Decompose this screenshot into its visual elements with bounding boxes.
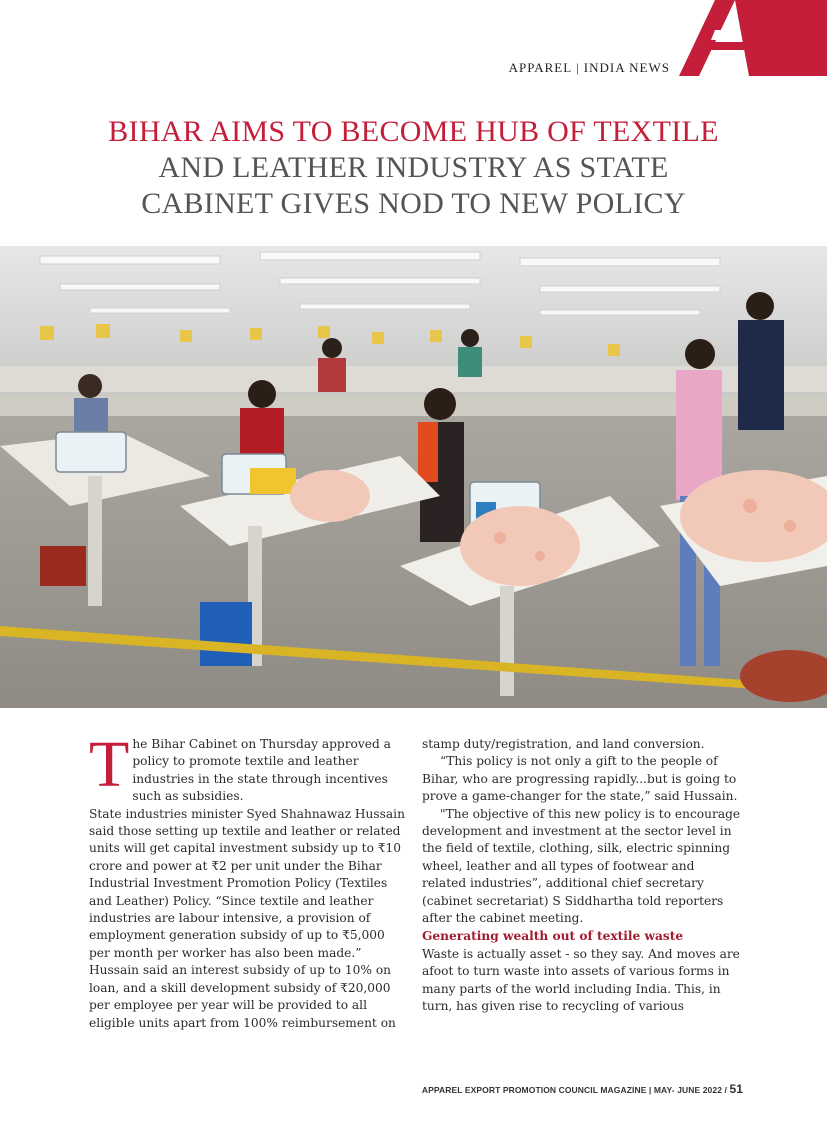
headline-line-3: CABINET GIVES NOD TO NEW POLICY xyxy=(141,187,686,220)
page-number: 51 xyxy=(729,1082,743,1096)
page-footer xyxy=(422,1082,743,1096)
magazine-A-logo-icon xyxy=(675,0,827,76)
footer-text: APPAREL EXPORT PROMOTION COUNCIL MAGAZINE | MAY- JUNE 2022 / xyxy=(421,1085,727,1095)
article-column-left xyxy=(89,728,407,1032)
article-paragraph-7: Waste is actually asset - so they say. And moves are afoot to turn waste into assets of various forms in many parts of the world including India. This, in turn, has given rise to recycling of various xyxy=(422,946,740,1014)
article-paragraph-6: "The objective of this new policy is to encourage development and investment at the sector level in the field of textile, clothing, silk, electric spinning wheel, leather and all types of footwear and related industries”, additional chief secretary (cabinet secretariat) S Siddhartha told reporters after the cabinet meeting. xyxy=(422,806,741,926)
article-subhead: Generating wealth out of textile waste xyxy=(422,929,684,944)
article-paragraph-3: Hussain said an interest subsidy of up to 10% on loan, and a skill development subsidy of ₹20,000 per employee per year will be provided to all eligible units apart from 100% reimbursement on xyxy=(89,963,396,1030)
article-paragraph-5: “This policy is not only a gift to the people of Bihar, who are progressing rapidly...but is going to prove a game-changer for the state,” said Hussain. xyxy=(422,754,738,804)
article-headline xyxy=(0,114,827,222)
article-column-right xyxy=(422,736,742,1016)
headline-line-2: AND LEATHER INDUSTRY AS STATE xyxy=(158,151,669,184)
article-paragraph-4: stamp duty/registration, and land conversion. xyxy=(422,737,705,751)
factory-photo xyxy=(0,246,827,708)
section-tag: APPAREL | INDIA NEWS xyxy=(508,60,670,75)
paragraph-1-text: he Bihar Cabinet on Thursday approved a policy to promote textile and leather industries in the state through incentives such as subsidies. xyxy=(132,737,391,804)
article-paragraph-1 xyxy=(89,728,407,806)
article-paragraph-2: State industries minister Syed Shahnawaz Hussain said those setting up textile and leather or related units will get capital investment subsidy up to ₹10 crore and power at ₹2 per unit under the Bihar Industrial Investment Promotion Policy (Textiles and Leather) Policy. “Since textile and leather industries are labour intensive, a provision of employment generation subsidy of up to ₹5,000 per month per worker has also been made.” xyxy=(89,806,405,960)
drop-cap: T xyxy=(89,728,130,801)
headline-line-1: BIHAR AIMS TO BECOME HUB OF TEXTILE xyxy=(108,115,719,148)
